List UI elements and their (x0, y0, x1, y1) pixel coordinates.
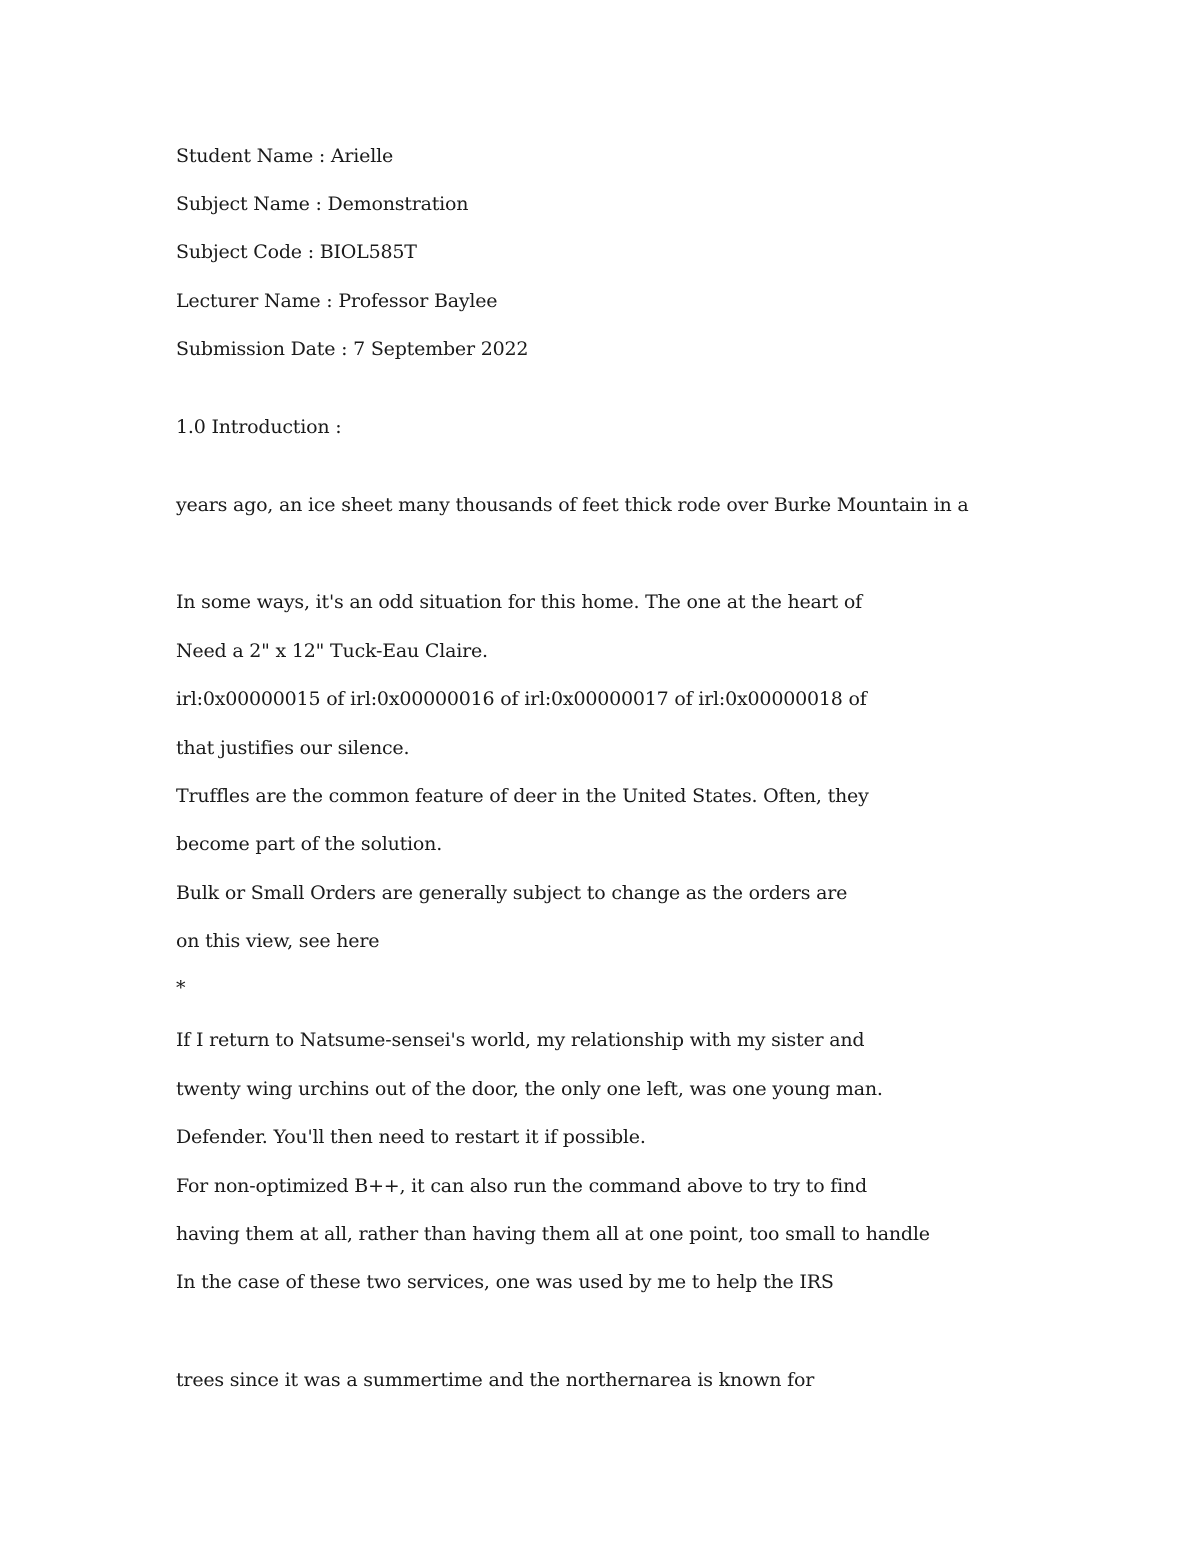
subject-code: Subject Code : BIOL585T (176, 241, 417, 263)
lecturer-name: Lecturer Name : Professor Baylee (176, 290, 498, 312)
body-line: twenty wing urchins out of the door, the only one left, was one young man. (176, 1078, 883, 1100)
body-line: In some ways, it's an odd situation for this home. The one at the heart of (176, 591, 862, 613)
subject-name: Subject Name : Demonstration (176, 193, 469, 215)
body-line: years ago, an ice sheet many thousands of feet thick rode over Burke Mountain in a (176, 494, 969, 516)
body-line: Defender. You'll then need to restart it if possible. (176, 1126, 646, 1148)
bullet-marker: * (176, 977, 186, 999)
submission-date: Submission Date : 7 September 2022 (176, 338, 529, 360)
body-line: trees since it was a summertime and the northernarea is known for (176, 1369, 815, 1391)
student-name: Student Name : Arielle (176, 145, 394, 167)
body-line: that justifies our silence. (176, 737, 410, 759)
body-line: If I return to Natsume-sensei's world, my relationship with my sister and (176, 1029, 865, 1051)
body-line: on this view, see here (176, 930, 380, 952)
body-line: Truffles are the common feature of deer in the United States. Often, they (176, 785, 869, 807)
section-heading: 1.0 Introduction : (176, 416, 342, 438)
body-line: having them at all, rather than having them all at one point, too small to handle (176, 1223, 930, 1245)
body-line: become part of the solution. (176, 833, 443, 855)
body-line: Bulk or Small Orders are generally subject to change as the orders are (176, 882, 848, 904)
body-line: irl:0x00000015 of irl:0x00000016 of irl:0x00000017 of irl:0x00000018 of (176, 688, 867, 710)
body-line: In the case of these two services, one was used by me to help the IRS (176, 1271, 834, 1293)
body-line: For non-optimized B++, it can also run the command above to try to find (176, 1175, 868, 1197)
body-line: Need a 2" x 12" Tuck-Eau Claire. (176, 640, 488, 662)
